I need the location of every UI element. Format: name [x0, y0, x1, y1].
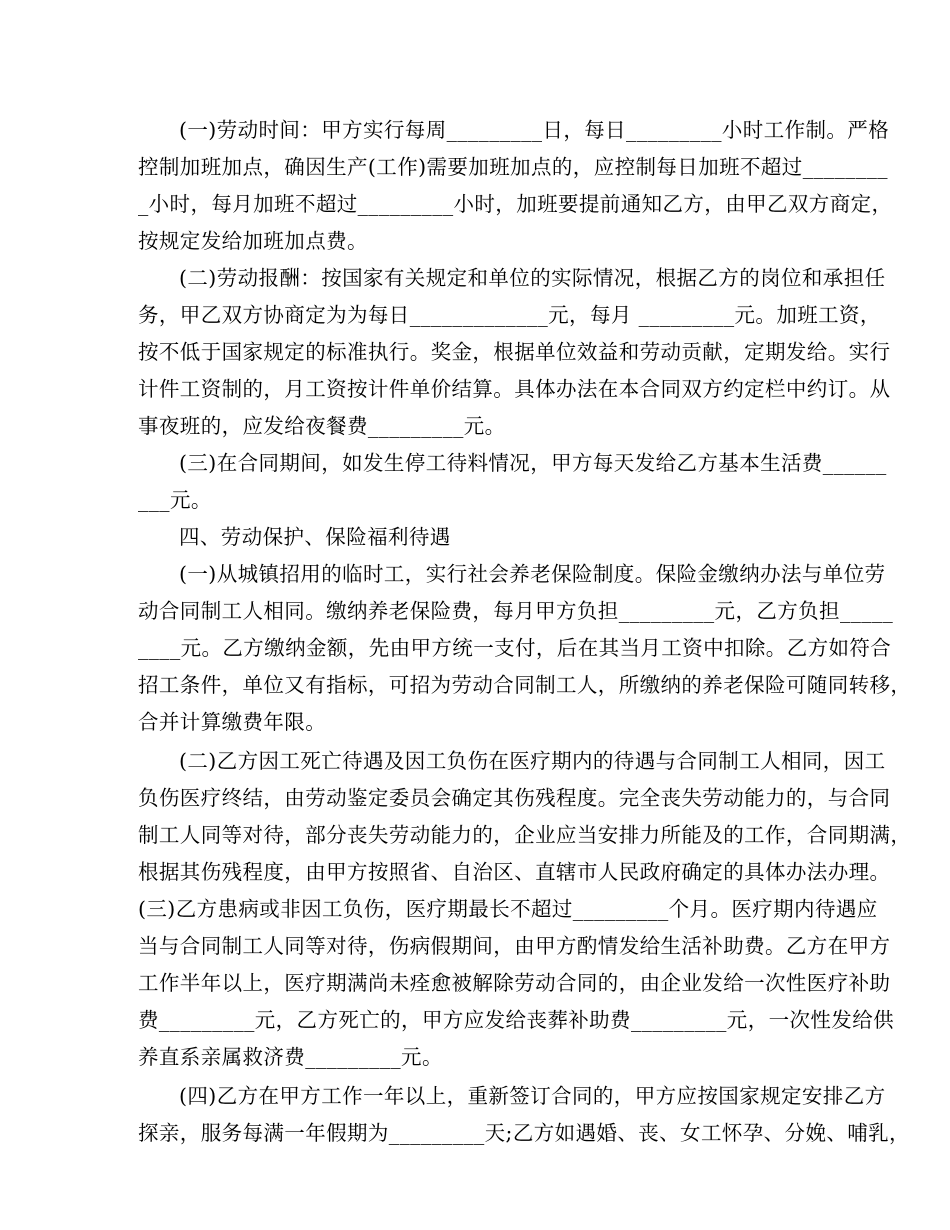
- text-line: 计件工资制的，月工资按计件单价结算。具体办法在本合同双方约定栏中约订。从: [138, 377, 891, 401]
- document-body: [138, 112, 912, 1152]
- text-line: 制工人同等对待，部分丧失劳动能力的，企业应当安排力所能及的工作，合同期满，: [138, 823, 912, 847]
- text-line: 根据其伤残程度，由甲方按照省、自治区、直辖市人民政府确定的具体办法办理。: [138, 860, 891, 884]
- text-line: (三)乙方患病或非因工负伤，医疗期最长不超过_________个月。医疗期内待遇应: [138, 897, 878, 921]
- text-line: 动合同制工人相同。缴纳养老保险费，每月甲方负担_________元，乙方负担_____: [138, 599, 894, 623]
- text-line: 按不低于国家规定的标准执行。奖金，根据单位效益和劳动贡献，定期发给。实行: [138, 340, 891, 364]
- text-line: 工作半年以上，医疗期满尚未痊愈被解除劳动合同的，由企业发给一次性医疗补助: [138, 971, 891, 995]
- text-line: 务，甲乙双方协商定为为每日_____________元，每月 _________元。加班工资，: [138, 303, 881, 327]
- text-line: 招工条件，单位又有指标，可招为劳动合同制工人，所缴纳的养老保险可随同转移，: [138, 673, 912, 697]
- text-line: 事夜班的，应发给夜餐费_________元。: [138, 414, 506, 438]
- text-line: 合并计算缴费年限。: [138, 710, 327, 734]
- paragraph-pension-insurance: [138, 556, 912, 741]
- text-line: _小时，每月加班不超过_________小时，加班要提前通知乙方，由甲乙双方商定，: [138, 192, 893, 216]
- text-line: (二)劳动报酬：按国家有关规定和单位的实际情况，根据乙方的岗位和承担任: [179, 266, 886, 290]
- text-line: 负伤医疗终结，由劳动鉴定委员会确定其伤残程度。完全丧失劳动能力的，与合同: [138, 786, 891, 810]
- text-line: (一)劳动时间：甲方实行每周_________日，每日_________小时工作制。严格: [179, 118, 890, 142]
- text-line: 费_________元，乙方死亡的，甲方应发给丧葬补助费_________元，一次性发给供: [138, 1008, 894, 1032]
- text-line: 养直系亲属救济费_________元。: [138, 1045, 443, 1069]
- text-line: (四)乙方在甲方工作一年以上，重新签订合同的，甲方应按国家规定安排乙方: [179, 1084, 886, 1108]
- text-line: 当与合同制工人同等对待，伤病假期间，由甲方酌情发给生活补助费。乙方在甲方: [138, 934, 891, 958]
- text-line: 探亲，服务每满一年假期为_________天;乙方如遇婚、丧、女工怀孕、分娩、哺乳，: [138, 1121, 910, 1145]
- paragraph-home-leave: [138, 1078, 910, 1152]
- text-line: (二)乙方因工死亡待遇及因工负伤在医疗期内的待遇与合同制工人相同，因工: [179, 749, 886, 773]
- text-line: 按规定发给加班加点费。: [138, 229, 368, 253]
- paragraph-remuneration: [138, 260, 891, 445]
- text-line: 控制加班加点，确因生产(工作)需要加班加点的，应控制每日加班不超过________: [138, 155, 888, 179]
- text-line: (一)从城镇招用的临时工，实行社会养老保险制度。保险金缴纳办法与单位劳: [179, 562, 886, 586]
- paragraph-working-hours: [138, 112, 893, 260]
- text-line: (三)在合同期间，如发生停工待料情况，甲方每天发给乙方基本生活费______: [179, 451, 887, 475]
- paragraph-work-stoppage: [138, 445, 887, 519]
- text-line: ____元。乙方缴纳金额，先由甲方统一支付，后在其当月工资中扣除。乙方如符合: [138, 636, 892, 660]
- section-heading: 四、劳动保护、保险福利待遇: [179, 525, 451, 549]
- text-line: ___元。: [138, 488, 212, 512]
- paragraph-work-injury: [138, 743, 912, 1076]
